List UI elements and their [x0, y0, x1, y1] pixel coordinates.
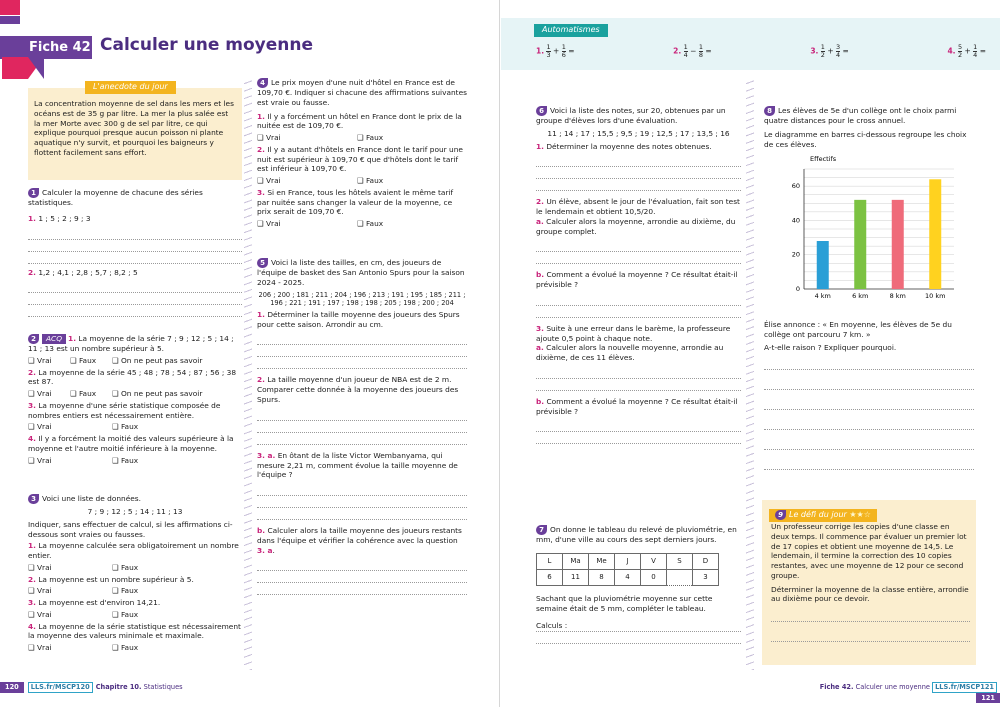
- fraction-part: 3: [836, 43, 841, 51]
- chart-xtick-label: 4 km: [814, 292, 831, 301]
- fraction-part: 2: [957, 51, 963, 59]
- table-cell: 8: [589, 569, 615, 585]
- fraction-part: 6: [561, 51, 566, 59]
- answer-line[interactable]: [257, 333, 467, 345]
- chart-xtick-label: 6 km: [852, 292, 869, 301]
- checkbox-faux[interactable]: ❑ Faux: [112, 455, 139, 465]
- exercise-number: 9: [775, 510, 786, 520]
- checkbox-faux[interactable]: ❑ Faux: [70, 389, 97, 399]
- exercise-4: [257, 78, 467, 231]
- fraction-part: 1: [698, 43, 703, 51]
- question-number: 1.: [28, 213, 36, 223]
- exercise-text: Le diagramme en barres ci-dessous regroupe les choix de ces élèves.: [764, 129, 967, 149]
- checkbox-vrai[interactable]: ❑ Vrai: [28, 562, 52, 572]
- answer-line[interactable]: [536, 432, 741, 444]
- fraction-part: 1.: [536, 46, 545, 56]
- question-number: 2.: [257, 375, 265, 385]
- fraction-part: 2.: [673, 46, 682, 56]
- question-reference: 3. a: [257, 545, 273, 555]
- question-text: La moyenne de la série 45 ; 48 ; 78 ; 54 ; 87 ; 56 ; 38 est 87.: [28, 367, 237, 387]
- answer-line[interactable]: [536, 294, 741, 306]
- exercise-number: 8: [764, 106, 775, 116]
- exercise-7: [536, 525, 741, 644]
- question-number: 3.: [257, 187, 265, 197]
- exercise-quote: Élise annonce : « En moyenne, les élèves de 5e du collège ont parcouru 7 km. »: [764, 320, 952, 339]
- answer-line[interactable]: [257, 409, 467, 421]
- exercise-number: 6: [536, 106, 547, 116]
- fraction-part: =: [979, 46, 986, 56]
- checkbox-vrai[interactable]: ❑ Vrai: [28, 643, 52, 653]
- answer-line[interactable]: [257, 571, 467, 583]
- answer-line[interactable]: [536, 420, 741, 432]
- exercise-text: On donne le tableau du relevé de pluviométrie, en mm, d'une ville au cours des sept derniers jours.: [536, 525, 737, 544]
- data-list: 206 ; 200 ; 181 ; 211 ; 204 ; 196 ; 213 ; 191 ; 195 ; 185 ; 211 ;: [258, 290, 466, 299]
- exercise-intro: Indiquer, sans effectuer de calcul, si les affirmations ci-dessous sont vraies ou fausses.: [28, 519, 233, 539]
- question-text: Déterminer la moyenne des notes obtenues.: [546, 141, 712, 151]
- calc-label: Calculs :: [536, 621, 741, 632]
- answer-line[interactable]: [536, 252, 741, 264]
- title-bar: [0, 30, 500, 60]
- checkbox-faux[interactable]: ❑ Faux: [112, 422, 139, 432]
- question-text: Si en France, tous les hôtels avaient le même tarif par nuitée sans changer la valeur de la moyenne, ce prix serait de 109,70 €.: [257, 187, 454, 217]
- corner-shape-icon: [2, 57, 44, 79]
- answer-line[interactable]: [764, 370, 974, 390]
- checkbox-vrai[interactable]: ❑ Vrai: [28, 389, 52, 399]
- question-text: La moyenne de la série 7 ; 9 ; 12 ; 5 ; 14 ; 11 ; 13 est un nombre supérieur à 5.: [28, 334, 234, 353]
- data-list: 7 ; 9 ; 12 ; 5 ; 14 ; 11 ; 13: [87, 507, 183, 516]
- question-number: 3.: [536, 323, 544, 333]
- chapter-title: Statistiques: [143, 683, 183, 691]
- exercise-text: Voici la liste des tailles, en cm, des joueurs de l'équipe de basket des San Antonio Spurs pour la saison 2024 - 2025.: [257, 258, 465, 287]
- answer-line[interactable]: [536, 306, 741, 318]
- exercise-3: [28, 494, 242, 655]
- fraction-part: 8: [698, 51, 703, 59]
- answer-line[interactable]: [536, 367, 741, 379]
- anecdote-tag: L'anecdote du jour: [85, 81, 176, 94]
- answer-line[interactable]: [764, 358, 974, 370]
- checkbox-vrai[interactable]: ❑ Vrai: [28, 609, 52, 619]
- defi-box: [762, 500, 976, 665]
- answer-line[interactable]: [764, 450, 974, 470]
- defi-label: Le défi du jour: [789, 510, 847, 519]
- question-number: 3. a.: [257, 450, 276, 460]
- checkbox-vrai[interactable]: ❑ Vrai: [28, 586, 52, 596]
- question-number: 2.: [28, 367, 36, 377]
- table-cell: 3: [693, 569, 719, 585]
- automatisme-item: [536, 44, 575, 59]
- table-cell: 0: [641, 569, 667, 585]
- checkbox-vrai[interactable]: ❑ Vrai: [28, 455, 52, 465]
- chart-bar: [854, 200, 866, 289]
- answer-line[interactable]: [28, 293, 242, 305]
- question-number: 4.: [28, 434, 36, 444]
- question-text: Calculer alors la taille moyenne des joueurs restants dans l'équipe et vérifier la cohérence avec la question: [257, 526, 462, 545]
- acq-badge: ACQ: [42, 334, 66, 344]
- fiche-number: Fiche 42: [0, 36, 92, 59]
- answer-line[interactable]: [257, 583, 467, 595]
- fraction-part: =: [842, 46, 849, 56]
- question-number: 1.: [536, 141, 544, 151]
- table-header-cell: V: [641, 553, 667, 569]
- checkbox-faux[interactable]: ❑ Faux: [357, 176, 384, 186]
- exercise-text: Le prix moyen d'une nuit d'hôtel en France est de 109,70 €. Indiquer si chacune des affirmations suivantes est vraie ou fausse.: [257, 78, 467, 107]
- checkbox-vrai[interactable]: ❑ Vrai: [257, 133, 281, 143]
- right-page: [501, 0, 1000, 707]
- question-number: 1.: [68, 334, 76, 343]
- rainfall-table: [536, 553, 719, 586]
- automatisme-item: [947, 44, 986, 59]
- answer-line[interactable]: [536, 167, 741, 179]
- question-number: b.: [536, 270, 545, 280]
- exercise-text: Voici la liste des notes, sur 20, obtenues par un groupe d'élèves lors d'une évaluation.: [536, 106, 726, 125]
- chart-ylabel: Effectifs: [810, 155, 837, 164]
- fraction-part: 4: [683, 51, 688, 59]
- answer-line[interactable]: [257, 421, 467, 433]
- answer-line[interactable]: [28, 240, 242, 252]
- answer-line[interactable]: [536, 632, 741, 644]
- fraction-part: +: [827, 46, 834, 56]
- question-number: 2.: [28, 267, 36, 277]
- answer-line[interactable]: [771, 622, 970, 642]
- fraction-part: 4.: [947, 46, 956, 56]
- chart-ytick-label: 20: [791, 251, 800, 260]
- right-footer: [800, 682, 1000, 702]
- question-number: 2.: [536, 197, 544, 207]
- exercise-6: [536, 106, 741, 444]
- question-text: Suite à une erreur dans le barème, la professeure ajoute 0,5 point à chaque note.: [536, 323, 731, 343]
- page-title: Calculer une moyenne: [100, 35, 314, 55]
- fraction-part: +: [553, 46, 560, 56]
- table-cell: 4: [615, 569, 641, 585]
- fraction-part: 1: [683, 43, 688, 51]
- question-end: .: [272, 545, 275, 555]
- fraction-part: 4: [836, 51, 841, 59]
- automatisme-item: [673, 44, 712, 59]
- answer-line[interactable]: [257, 496, 467, 508]
- question-text: En ôtant de la liste Victor Wembanyama, qui mesure 2,21 m, comment évolue la taille moyenne de l'équipe ?: [257, 450, 458, 480]
- question-text: La moyenne d'une série statistique composée de nombres entiers est nécessairement entière.: [28, 400, 221, 420]
- table-header-cell: S: [667, 553, 693, 569]
- table-header-cell: L: [537, 553, 563, 569]
- checkbox-faux[interactable]: ❑ Faux: [112, 643, 139, 653]
- fraction-part: 4: [973, 51, 978, 59]
- chart-xtick-label: 10 km: [925, 292, 946, 301]
- exercise-text: Calculer la moyenne de chacune des séries statistiques.: [28, 188, 203, 207]
- data-list: 11 ; 14 ; 17 ; 15,5 ; 9,5 ; 19 ; 12,5 ; 17 ; 13,5 ; 16: [547, 128, 730, 138]
- fraction-part: 1: [973, 43, 978, 51]
- question-text: Calculer alors la nouvelle moyenne, arrondie au dixième, de ces 11 élèves.: [536, 343, 724, 363]
- answer-line[interactable]: [257, 484, 467, 496]
- answer-line[interactable]: [764, 410, 974, 430]
- lls-link[interactable]: LLS.fr/MSCP121: [932, 682, 997, 693]
- chart-ytick-label: 0: [795, 285, 800, 294]
- checkbox-faux[interactable]: ❑ Faux: [112, 562, 139, 572]
- anecdote-box: [28, 82, 242, 180]
- answer-line[interactable]: [257, 357, 467, 369]
- table-header-cell: Me: [589, 553, 615, 569]
- exercise-number: 2: [28, 334, 39, 344]
- answer-line[interactable]: [28, 252, 242, 264]
- checkbox-faux[interactable]: ❑ Faux: [357, 219, 384, 229]
- exercise-number: 1: [28, 188, 39, 198]
- question-number: a.: [536, 216, 544, 226]
- answer-line[interactable]: [536, 240, 741, 252]
- zigzag-separator: [746, 80, 754, 670]
- table-cell: 6: [537, 569, 563, 585]
- exercise-text: Voici une liste de données.: [42, 494, 142, 503]
- answer-line[interactable]: [28, 305, 242, 317]
- exercise-number: 7: [536, 525, 547, 535]
- question-text: La moyenne est un nombre supérieur à 5.: [38, 574, 194, 584]
- anecdote-text: La concentration moyenne de sel dans les mers et les océans est de 35 g par litre. La mer la plus salée est la mer Morte avec 300 g de sel par litre, ce qui explique pourquoi presque aucun poisson ni plante aquatique n'y survit, et pourquoi les baigneurs y flottent facilement sans effort.: [34, 99, 234, 157]
- fraction-part: 1: [546, 43, 551, 51]
- exercise-1: [28, 188, 242, 317]
- question-text: Il y a autant d'hôtels en France dont le tarif pour une nuit est supérieur à 109,70 € que d'hôtels dont le tarif est inférieur à 109,70 €.: [257, 144, 463, 174]
- table-header-cell: J: [615, 553, 641, 569]
- automatismes-band: [501, 18, 1000, 70]
- chart-bar: [929, 180, 941, 290]
- question-number: 3.: [28, 598, 36, 608]
- left-footer: [0, 682, 183, 695]
- question-text: Un élève, absent le jour de l'évaluation, fait son test le lendemain et obtient 10,5/20.: [536, 197, 740, 217]
- fraction-part: =: [568, 46, 575, 56]
- exercise-5: [257, 258, 467, 595]
- answer-line[interactable]: [536, 179, 741, 191]
- fraction-part: 3: [546, 51, 551, 59]
- table-header-row: [537, 553, 719, 569]
- question-text: Calculer alors la moyenne, arrondie au dixième, du groupe complet.: [536, 216, 736, 236]
- fraction-part: 1: [561, 43, 566, 51]
- question-text: La moyenne de la série statistique est nécessairement la moyenne des valeurs minimale et maximale.: [28, 621, 241, 641]
- question-number: 3.: [28, 400, 36, 410]
- answer-line[interactable]: [536, 155, 741, 167]
- answer-line[interactable]: [257, 345, 467, 357]
- checkbox-vrai[interactable]: ❑ Vrai: [257, 219, 281, 229]
- question-number: a.: [536, 343, 544, 353]
- page-number: 121: [976, 693, 1000, 704]
- automatismes-tag: Automatismes: [534, 24, 608, 37]
- table-header-cell: Ma: [563, 553, 589, 569]
- answer-line[interactable]: [257, 433, 467, 445]
- table-cell: 11: [563, 569, 589, 585]
- chart-xtick-label: 8 km: [889, 292, 906, 301]
- exercise-number: 4: [257, 78, 268, 88]
- checkbox-vrai[interactable]: ❑ Vrai: [28, 355, 52, 365]
- question-number: 4.: [28, 621, 36, 631]
- question-text: Déterminer la taille moyenne des joueurs des Spurs pour cette saison. Arrondir au cm.: [257, 309, 460, 329]
- checkbox-faux[interactable]: ❑ Faux: [112, 586, 139, 596]
- fraction-part: 2: [820, 51, 825, 59]
- fiche-label: Fiche 42.: [819, 683, 854, 691]
- checkbox-on-ne-peut-pas-savoir[interactable]: ❑ On ne peut pas savoir: [112, 389, 203, 399]
- fraction-part: 5: [957, 43, 963, 51]
- answer-line[interactable]: [28, 281, 242, 293]
- checkbox-vrai[interactable]: ❑ Vrai: [257, 176, 281, 186]
- exercise-number: 5: [257, 258, 268, 268]
- answer-line[interactable]: [771, 610, 970, 622]
- exercise-text: Sachant que la pluviométrie moyenne sur cette semaine était de 5 mm, compléter le tableau.: [536, 593, 713, 613]
- lls-link[interactable]: LLS.fr/MSCP120: [28, 682, 93, 693]
- data-list: 196 ; 221 ; 191 ; 197 ; 198 ; 198 ; 205 ; 198 ; 200 ; 204: [270, 299, 454, 308]
- question-text: 1 ; 5 ; 2 ; 9 ; 3: [38, 213, 91, 223]
- checkbox-on-ne-peut-pas-savoir[interactable]: ❑ On ne peut pas savoir: [112, 355, 203, 365]
- chart-ytick-label: 40: [791, 216, 800, 225]
- question-number: b.: [536, 396, 545, 406]
- checkbox-faux[interactable]: ❑ Faux: [70, 355, 97, 365]
- exercise-8: [764, 106, 974, 470]
- question-text: La moyenne calculée sera obligatoirement un nombre entier.: [28, 541, 239, 561]
- question-text: Comment a évolué la moyenne ? Ce résultat était-il prévisible ?: [536, 396, 738, 416]
- answer-line[interactable]: [28, 228, 242, 240]
- checkbox-faux[interactable]: ❑ Faux: [112, 609, 139, 619]
- question-number: 1.: [28, 541, 36, 551]
- table-row: [537, 569, 719, 585]
- page-number: 120: [0, 682, 24, 693]
- exercise-text: Déterminer la moyenne de la classe entière, arrondie au dixième pour ce devoir.: [771, 584, 969, 604]
- exercise-text: Un professeur corrige les copies d'une classe en deux temps. Il commence par évaluer un premier lot de 17 copies et obtient une moyenne de 14,5. Le lendemain, il termine la correction des 10 copies restantes, avec une moyenne de 12 pour ce second groupe.: [771, 522, 967, 580]
- bar-chart: [764, 151, 964, 317]
- blank-cell[interactable]: [667, 569, 693, 585]
- checkbox-faux[interactable]: ❑ Faux: [357, 133, 384, 143]
- answer-line[interactable]: [764, 430, 974, 450]
- exercise-2: [28, 334, 242, 467]
- checkbox-vrai[interactable]: ❑ Vrai: [28, 422, 52, 432]
- answer-line[interactable]: [257, 559, 467, 571]
- stars-icon: ★★☆: [849, 510, 871, 519]
- question-text: Il y a forcément la moitié des valeurs supérieure à la moyenne et l'autre moitié inférieure à la moyenne.: [28, 434, 234, 453]
- table-header-cell: D: [693, 553, 719, 569]
- fraction-part: −: [690, 46, 697, 56]
- question-text: La moyenne est d'environ 14,21.: [38, 598, 161, 608]
- question-number: 1.: [257, 111, 265, 121]
- chart-bar: [817, 241, 829, 289]
- question-number: 2.: [257, 144, 265, 154]
- chart-bar: [892, 200, 904, 289]
- defi-tag: [769, 509, 877, 522]
- automatisme-item: [810, 44, 849, 59]
- exercise-question: A-t-elle raison ? Expliquer pourquoi.: [764, 342, 897, 352]
- question-text: La taille moyenne d'un joueur de NBA est de 2 m. Comparer cette donnée à la moyenne des joueurs des Spurs.: [257, 375, 459, 404]
- pink-stripe: [0, 0, 20, 15]
- question-number: 1.: [257, 309, 265, 319]
- answer-line[interactable]: [764, 390, 974, 410]
- fiche-title: Calculer une moyenne: [855, 683, 930, 691]
- question-text: Il y a forcément un hôtel en France dont le prix de la nuitée est de 109,70 €.: [257, 111, 462, 131]
- answer-line[interactable]: [257, 508, 467, 520]
- question-text: Comment a évolué la moyenne ? Ce résultat était-il prévisible ?: [536, 270, 738, 290]
- automatismes-row: [536, 44, 986, 59]
- fraction-part: 3.: [810, 46, 819, 56]
- fraction-part: 1: [820, 43, 825, 51]
- question-text: 1,2 ; 4,1 ; 2,8 ; 5,7 ; 8,2 ; 5: [38, 267, 138, 277]
- chapter-label: Chapitre 10.: [95, 683, 142, 691]
- exercise-text: Les élèves de 5e d'un collège ont le choix parmi quatre distances pour le cross annuel.: [764, 106, 957, 125]
- exercise-number: 3: [28, 494, 39, 504]
- zigzag-separator: [244, 80, 252, 670]
- answer-line[interactable]: [536, 379, 741, 391]
- chart-ytick-label: 60: [791, 182, 800, 191]
- fraction-part: +: [964, 46, 971, 56]
- fraction-part: =: [705, 46, 712, 56]
- question-number: b.: [257, 526, 266, 536]
- question-number: 2.: [28, 574, 36, 584]
- purple-stripe: [0, 16, 20, 24]
